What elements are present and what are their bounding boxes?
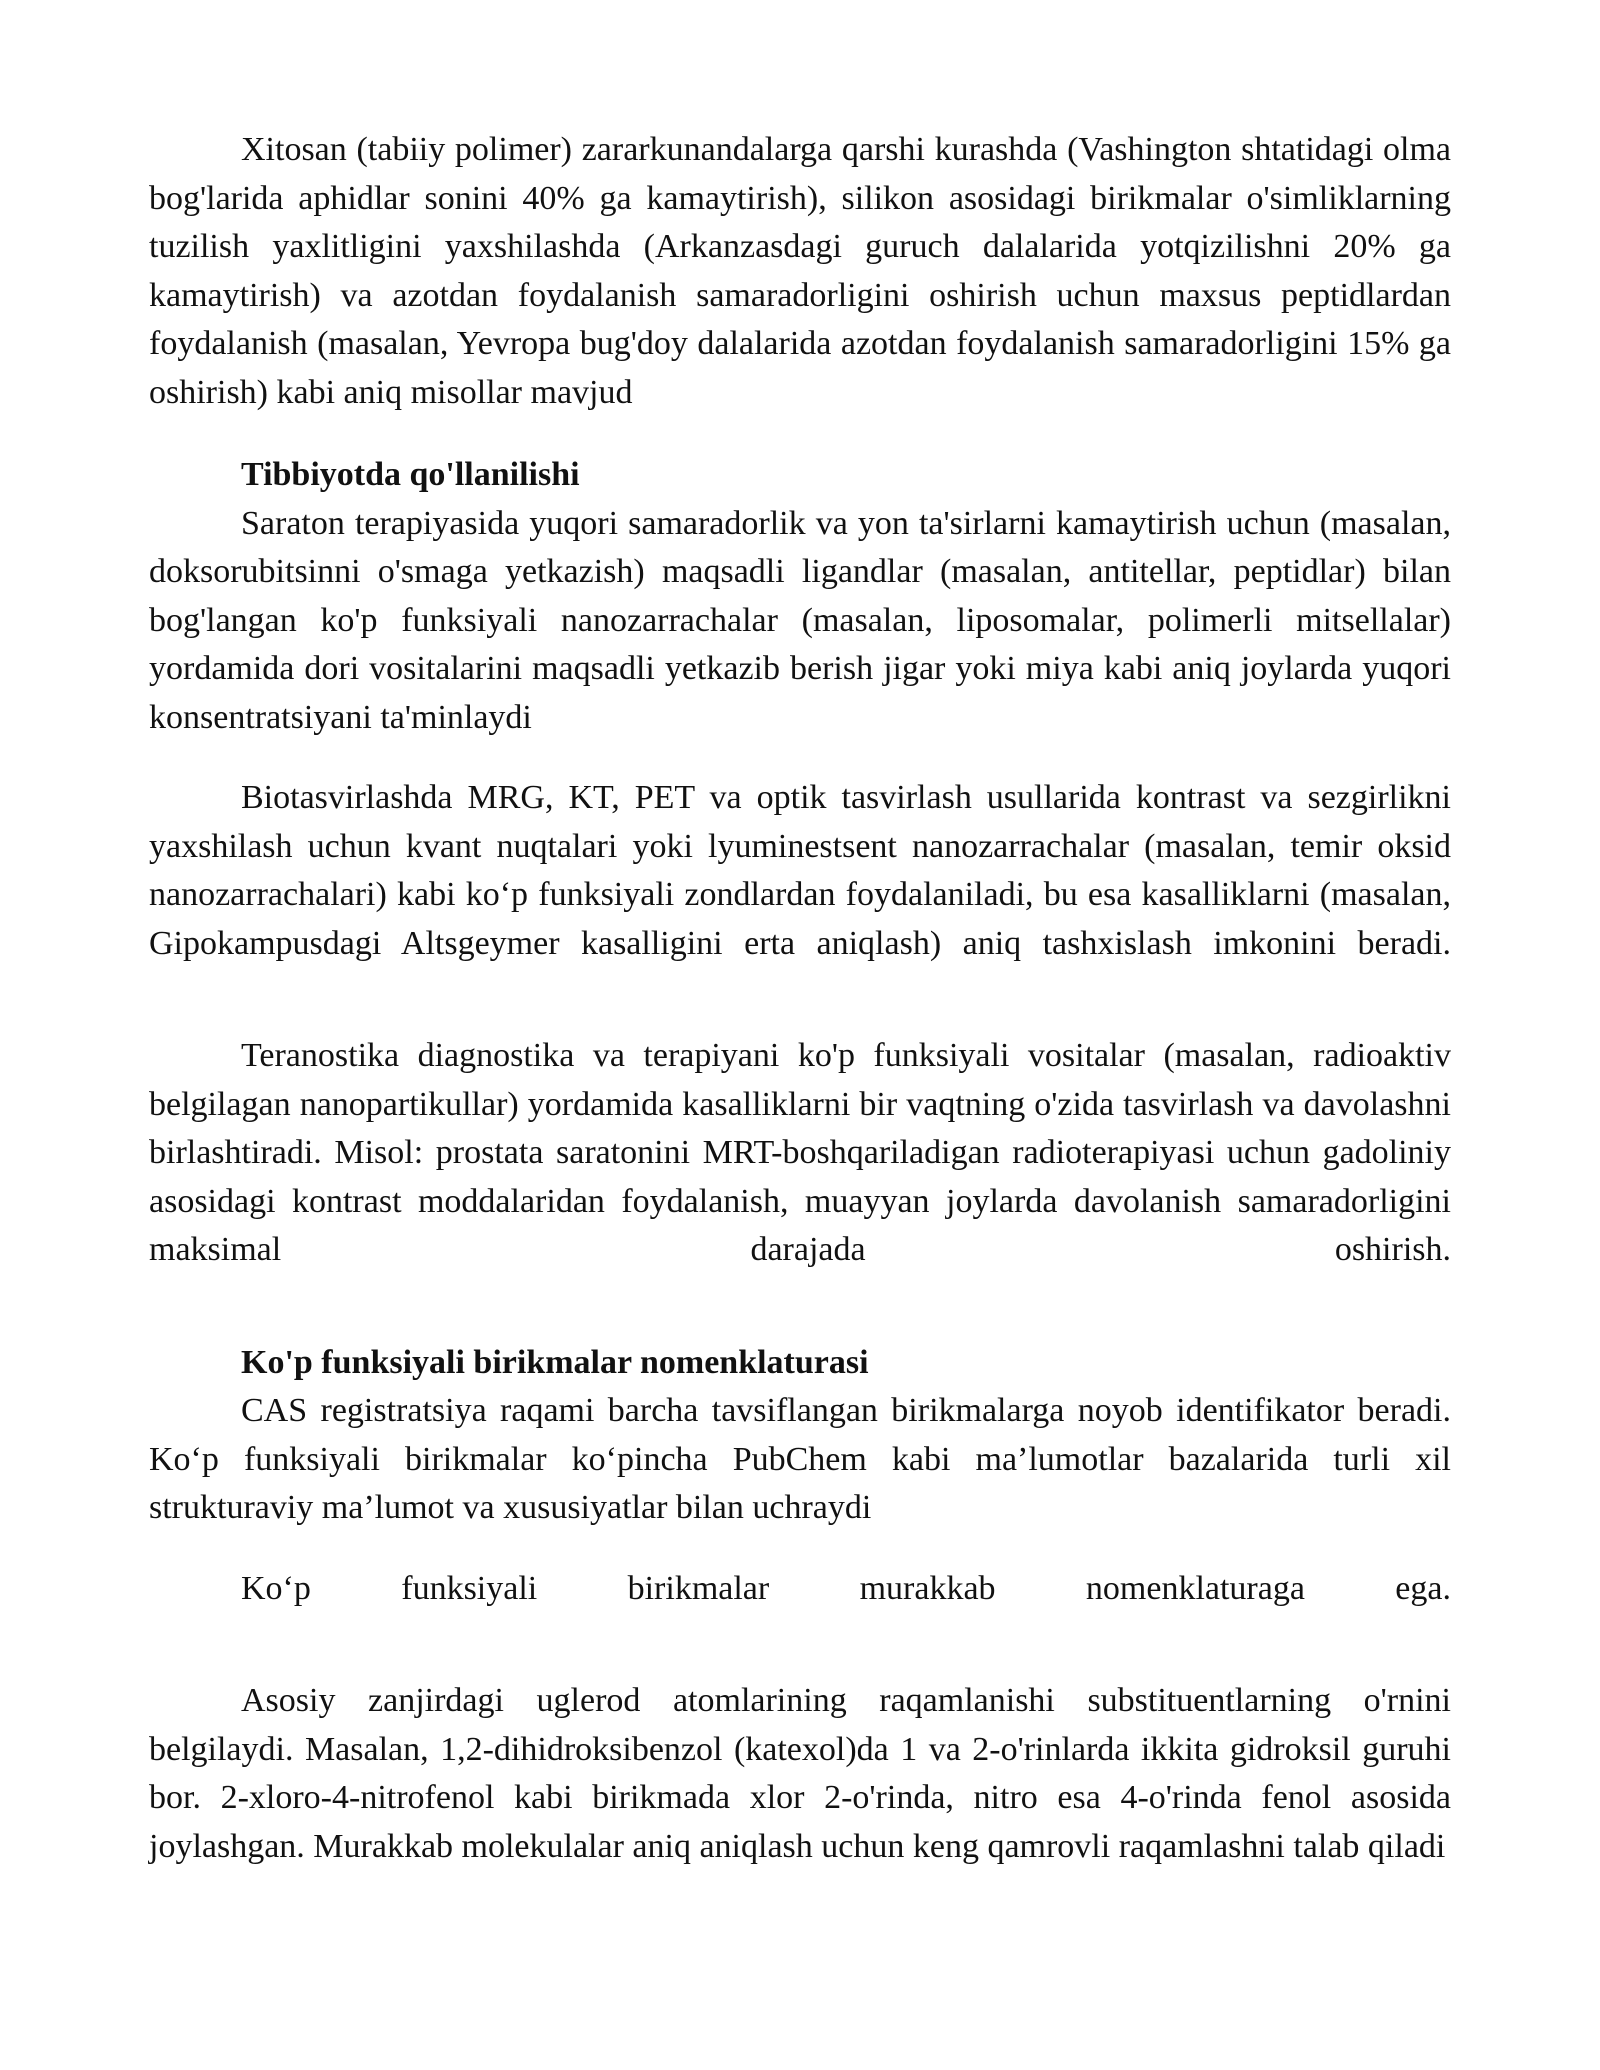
spacer — [149, 1613, 1451, 1677]
document-page — [149, 126, 1451, 1871]
spacer — [149, 1533, 1451, 1565]
spacer — [149, 968, 1451, 1032]
spacer — [149, 742, 1451, 774]
paragraph-agriculture-examples: Xitosan (tabiiy polimer) zararkunandalarga qarshi kurashda (Vashington shtatidagi olma bog'larida aphidlar sonini 40% ga kamaytirish), silikon asosidagi birikmalar o'simliklarning tuzilish yaxlitligini yaxshilashda (Arkanzasdagi guruch dalalarida yotqizilishni 20% ga kamaytirish) va azotdan foydalanish samaradorligini oshirish uchun maxsus peptidlardan foydalanish (masalan, Yevropa bug'doy dalalarida azotdan foydalanish samaradorligini 15% ga oshirish) kabi aniq misollar mavjud — [149, 131, 1451, 411]
paragraph-targeted-delivery: Saraton terapiyasida yuqori samaradorlik va yon ta'sirlarni kamaytirish uchun (masalan, doksorubitsinni o'smaga yetkazish) maqsadli ligandlar (masalan, antitellar, peptidlar) bilan bog'langan ko'p funksiyali nanozarrachalar (masalan, liposomalar, polimerli mitsellalar) yordamida dori vositalarini maqsadli yetkazib berish jigar yoki miya kabi aniq joylarda yuqori konsentratsiyani ta'minlaydi — [149, 504, 1451, 736]
heading-nomenclature: Ko'p funksiyali birikmalar nomenklaturasi — [241, 1343, 869, 1381]
paragraph-complex-nomenclature: Ko‘p funksiyali birikmalar murakkab nomenklaturaga ega. — [241, 1569, 1451, 1607]
paragraph-theranostics: Teranostika diagnostika va terapiyani ko'p funksiyali vositalar (masalan, radioaktiv belgilagan nanopartikullar) yordamida kasalliklarni bir vaqtning o'zida tasvirlash va davolashni birlashtiradi. Misol: prostata saratonini MRT-boshqariladigan radioterapiyasi uchun gadoliniy asosidagi kontrast moddalaridan foydalanish, muayyan joylarda davolanish samaradorligini maksimal darajada oshirish. — [149, 1037, 1451, 1268]
paragraph-numbering: Asosiy zanjirdagi uglerod atomlarining raqamlanishi substituentlarning o'rnini belgilaydi. Masalan, 1,2-dihidroksibenzol (katexol)da 1 va 2-o'rinlarda ikkita gidroksil guruhi bor. 2-xloro-4-nitrofenol kabi birikmada xlor 2-o'rinda, nitro esa 4-o'rinda fenol asosida joylashgan. Murakkab molekulalar aniq aniqlash uchun keng qamrovli raqamlashni talab qiladi — [149, 1682, 1451, 1865]
spacer — [149, 1275, 1451, 1339]
paragraph-bioimaging: Biotasvirlashda MRG, KT, PET va optik tasvirlash usullarida kontrast va sezgirlikni yaxshilash uchun kvant nuqtalari yoki lyuminestsent nanozarrachalar (masalan, temir oksid nanozarrachalari) kabi ko‘p funksiyali zondlardan foydalaniladi, bu esa kasalliklarni (masalan, Gipokampusdagi Altsgeymer kasalligini erta aniqlash) aniq tashxislash imkonini beradi. — [149, 779, 1451, 962]
heading-medical-applications: Tibbiyotda qo'llanilishi — [241, 456, 580, 493]
spacer — [149, 417, 1451, 451]
paragraph-cas-registry: CAS registratsiya raqami barcha tavsiflangan birikmalarga noyob identifikator beradi. Ko‘p funksiyali birikmalar ko‘pincha PubChem kabi ma’lumotlar bazalarida turli xil strukturaviy ma’lumot va xususiyatlar bilan uchraydi — [149, 1392, 1451, 1526]
